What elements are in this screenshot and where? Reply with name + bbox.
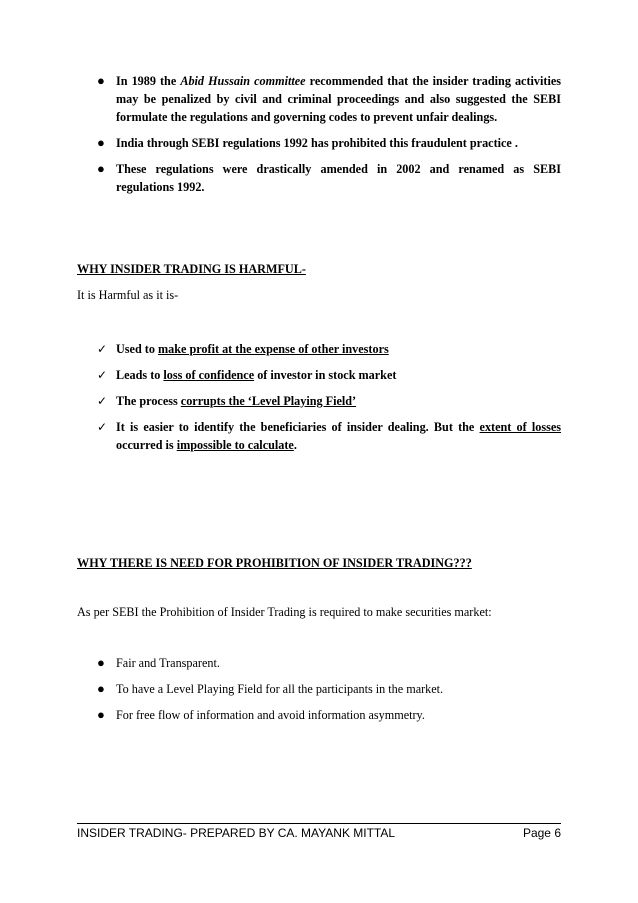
- need-heading: WHY THERE IS NEED FOR PROHIBITION OF INSIDER TRADING???: [77, 556, 472, 570]
- check-icon: ✓: [97, 394, 108, 408]
- need-list: [0, 654, 638, 724]
- list-item: ● India through SEBI regulations 1992 has prohibited this fraudulent practice .: [97, 135, 518, 150]
- harmful-section: [0, 340, 638, 462]
- intro-section: [0, 72, 638, 204]
- need-lead: As per SEBI the Prohibition of Insider Trading is required to make securities market:: [77, 605, 492, 619]
- bullet-dot-icon: ●: [97, 655, 105, 670]
- list-item: ✓ It is easier to identify the beneficiaries of insider dealing. But the extent of losses occurred is impossible to calculate.: [97, 420, 562, 452]
- bullet-dot-icon: ●: [97, 681, 105, 696]
- page-number: Page 6: [522, 826, 561, 840]
- harmful-list: [0, 340, 638, 454]
- list-item: ● Fair and Transparent.: [97, 655, 220, 670]
- list-item: ✓ The process corrupts the ‘Level Playing Field’: [97, 394, 357, 408]
- need-section: [0, 654, 638, 732]
- bullet-dot-icon: ●: [97, 73, 105, 88]
- bullet-dot-icon: ●: [97, 135, 105, 150]
- list-item: ● To have a Level Playing Field for all the participants in the market.: [97, 681, 444, 696]
- list-item: ● These regulations were drastically amended in 2002 and renamed as SEBI regulations 1992.: [97, 161, 561, 194]
- footer-divider: [77, 823, 561, 824]
- bullet-dot-icon: ●: [97, 707, 105, 722]
- intro-bullet-list: [0, 72, 638, 196]
- list-item: ● In 1989 the Abid Hussain committee recommended that the insider trading activities may be penalized by civil and criminal proceedings and also suggested the SEBI formulate the regulations and governing codes to prevent unfair dealings.: [97, 73, 561, 124]
- bullet-dot-icon: ●: [97, 161, 105, 176]
- harmful-lead: It is Harmful as it is-: [77, 288, 179, 302]
- list-item: ✓ Leads to loss of confidence of investor in stock market: [97, 368, 397, 382]
- footer-title: INSIDER TRADING- PREPARED BY CA. MAYANK MITTAL: [77, 826, 396, 840]
- page-footer: [77, 826, 561, 840]
- check-icon: ✓: [97, 342, 108, 356]
- check-icon: ✓: [97, 420, 108, 434]
- check-icon: ✓: [97, 368, 108, 382]
- harmful-heading: WHY INSIDER TRADING IS HARMFUL-: [77, 262, 306, 276]
- list-item: ● For free flow of information and avoid information asymmetry.: [97, 707, 425, 722]
- list-item: ✓ Used to make profit at the expense of other investors: [97, 342, 389, 356]
